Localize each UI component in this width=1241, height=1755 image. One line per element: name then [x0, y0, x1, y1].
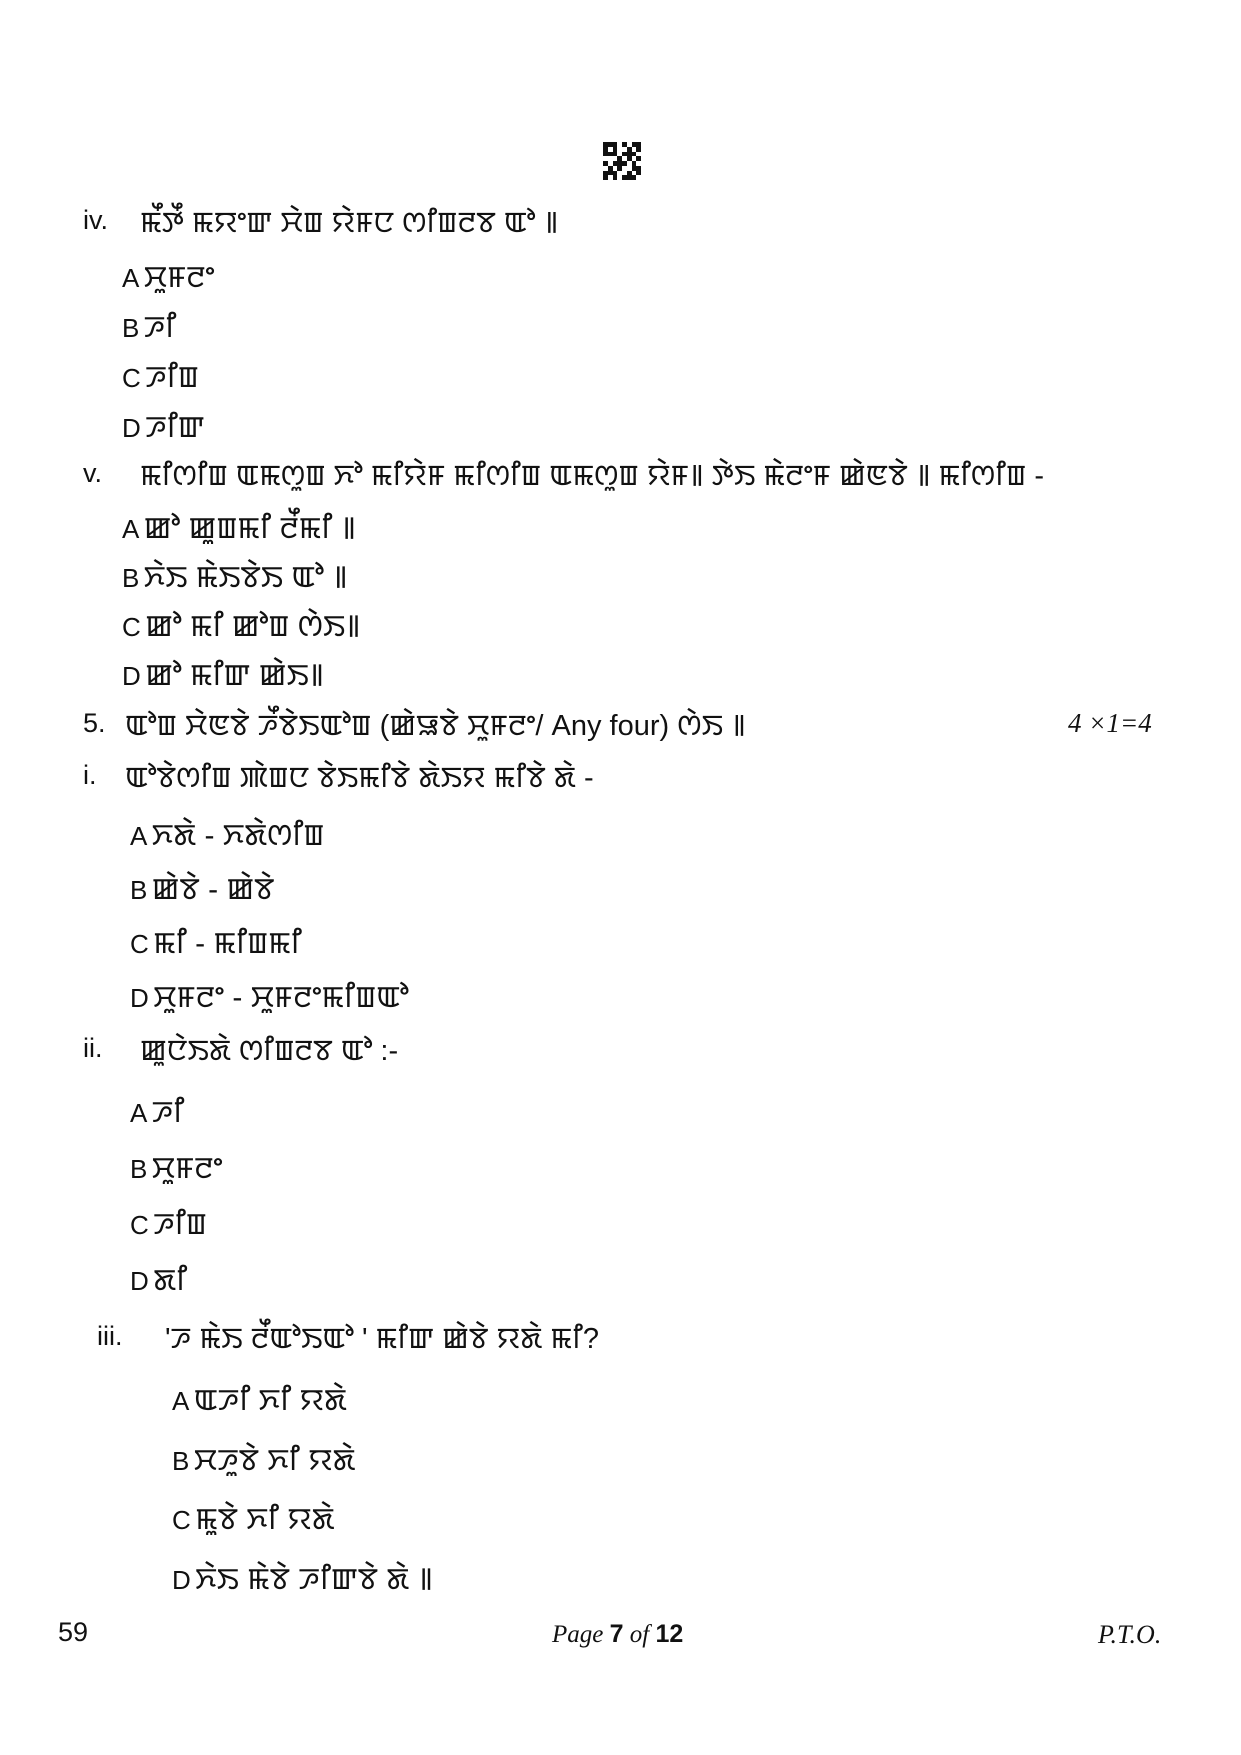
option-d [130, 975, 409, 1017]
option-c [130, 921, 302, 963]
option-letter: C [172, 1505, 191, 1535]
option-text: ꯍꯤ [143, 311, 177, 344]
option-text: ꯃꯨꯕꯥ ꯈꯤ ꯌꯗꯥ [195, 1503, 335, 1536]
option-b [122, 555, 347, 597]
option-letter: A [122, 263, 140, 293]
question-text: ꯑꯣꯕꯥꯁꯤꯡ ꯄꯥꯡꯅ ꯕꯥꯏꯃꯤꯕꯥ ꯗꯥꯏꯌ ꯃꯤꯕꯥ ꯗꯥ - [125, 762, 594, 794]
section-number: 5. [83, 708, 106, 738]
option-text: ꯆꯨꯝꯂꯦ - ꯆꯨꯝꯂꯦꯃꯤꯡꯑꯣ [153, 981, 409, 1014]
option-text: ꯀꯣ ꯃꯤꯛ ꯀꯥꯏ꯫ [145, 659, 324, 692]
page-of: of [623, 1621, 656, 1648]
paper-code: 59 [58, 1617, 89, 1647]
option-text: ꯍꯤ [151, 1096, 185, 1129]
option-letter: D [172, 1565, 191, 1595]
option-text: ꯑꯍꯤ ꯈꯤ ꯌꯗꯥ [193, 1384, 347, 1417]
option-letter: D [122, 661, 141, 691]
question-marker: iv. [83, 205, 108, 235]
option-letter: B [130, 1154, 148, 1184]
option-text: ꯃꯤ - ꯃꯤꯡꯃꯤ [153, 927, 302, 960]
option-text: ꯆꯍꯨꯕꯥ ꯈꯤ ꯌꯗꯥ [193, 1444, 356, 1477]
page-current: 7 [609, 1620, 624, 1648]
option-d [172, 1557, 433, 1599]
pto-label: P.T.O. [1098, 1620, 1162, 1649]
option-letter: B [130, 875, 148, 905]
option-a [122, 506, 356, 548]
option-letter: A [130, 821, 148, 851]
option-text: ꯍꯤꯡ [153, 1208, 207, 1241]
option-text: ꯆꯨꯝꯂꯦ [143, 261, 215, 294]
option-letter: B [122, 563, 140, 593]
page-total: 12 [655, 1620, 684, 1648]
page-prefix: Page [552, 1621, 610, 1648]
question-text: ꯃꯩꯇꯩ ꯃꯌꯦꯛ ꯆꯥꯡ ꯌꯥꯝꯅ ꯁꯤꯡꯂꯕ ꯑꯣ ꯫ [140, 207, 559, 239]
option-letter: A [122, 514, 140, 544]
option-d [122, 405, 205, 447]
option-letter: C [130, 929, 149, 959]
option-c [122, 604, 360, 646]
section-text: ꯑꯣꯡ ꯆꯥꯟꯕꯥ ꯍꯩꯕꯥꯏꯑꯣꯡ (ꯀꯥꯎꯕꯥ ꯆꯨꯝꯂꯦ/ Any four) ꯁꯥꯏ ꯫ [125, 710, 746, 742]
option-c [130, 1202, 207, 1244]
option-d [122, 653, 324, 695]
option-text: ꯈꯥꯏ ꯃꯥꯏꯕꯥꯏ ꯑꯣ ꯫ [143, 561, 348, 594]
option-b [130, 867, 274, 909]
question-text: ꯀꯨꯅꯥꯏꯗꯥ ꯁꯤꯡꯂꯕ ꯑꯣ :- [140, 1035, 399, 1067]
option-letter: B [172, 1446, 190, 1476]
option-a [130, 1090, 184, 1132]
option-letter: D [130, 983, 149, 1013]
option-letter: A [130, 1098, 148, 1128]
marks-label: 4 ×1=4 [1068, 708, 1152, 738]
option-text: ꯆꯨꯝꯂꯦ [151, 1152, 223, 1185]
option-d [130, 1258, 187, 1300]
option-c [172, 1497, 335, 1539]
option-text: ꯀꯣ ꯀꯨꯡꯃꯤ ꯂꯩꯃꯤ ꯫ [143, 512, 356, 545]
question-marker: ii. [83, 1033, 103, 1063]
option-letter: C [122, 363, 141, 393]
question-text: 'ꯍ ꯃꯥꯏ ꯂꯩꯑꯣꯏꯑꯣ ' ꯃꯤꯛ ꯀꯥꯕꯥ ꯌꯗꯥ ꯃꯤ? [165, 1323, 599, 1355]
option-a [130, 813, 324, 855]
option-a [122, 255, 215, 297]
option-c [122, 355, 199, 397]
page-number [552, 1620, 683, 1649]
option-text: ꯈꯗꯥ - ꯈꯗꯥꯁꯤꯡ [151, 819, 325, 852]
question-marker: v. [83, 458, 102, 488]
question-marker: iii. [97, 1321, 123, 1351]
option-letter: D [122, 413, 141, 443]
option-b [172, 1438, 356, 1480]
option-letter: C [130, 1210, 149, 1240]
qr-code [603, 142, 641, 180]
option-letter: D [130, 1266, 149, 1296]
option-text: ꯍꯤꯡ [145, 361, 199, 394]
option-b [122, 305, 176, 347]
question-text: ꯃꯤꯁꯤꯡ ꯑꯃꯁꯨꯡ ꯈꯣ ꯃꯤꯌꯥꯝ ꯃꯤꯁꯤꯡ ꯑꯃꯁꯨꯡ ꯌꯥꯝ꯫ ꯇꯥꯏ ꯃꯥꯂꯦꯝ ꯀꯥꯟꯕꯥ ꯫ ꯃꯤꯁꯤꯡ - [140, 460, 1045, 492]
question-marker: i. [83, 760, 97, 790]
option-letter: B [122, 313, 140, 343]
option-text: ꯍꯤꯛ [145, 411, 205, 444]
option-text: ꯗꯤ [153, 1264, 188, 1297]
option-letter: C [122, 612, 141, 642]
option-a [172, 1378, 347, 1420]
option-text: ꯀꯣ ꯃꯤ ꯀꯣꯡ ꯁꯥꯏ꯫ [145, 610, 361, 643]
option-letter: A [172, 1386, 190, 1416]
option-text: ꯀꯥꯕꯥ - ꯀꯥꯕꯥ [151, 873, 275, 906]
option-b [130, 1146, 223, 1188]
option-text: ꯈꯥꯏ ꯃꯥꯕꯥ ꯍꯤꯛꯕꯥ ꯗꯥ ꯫ [195, 1563, 433, 1596]
